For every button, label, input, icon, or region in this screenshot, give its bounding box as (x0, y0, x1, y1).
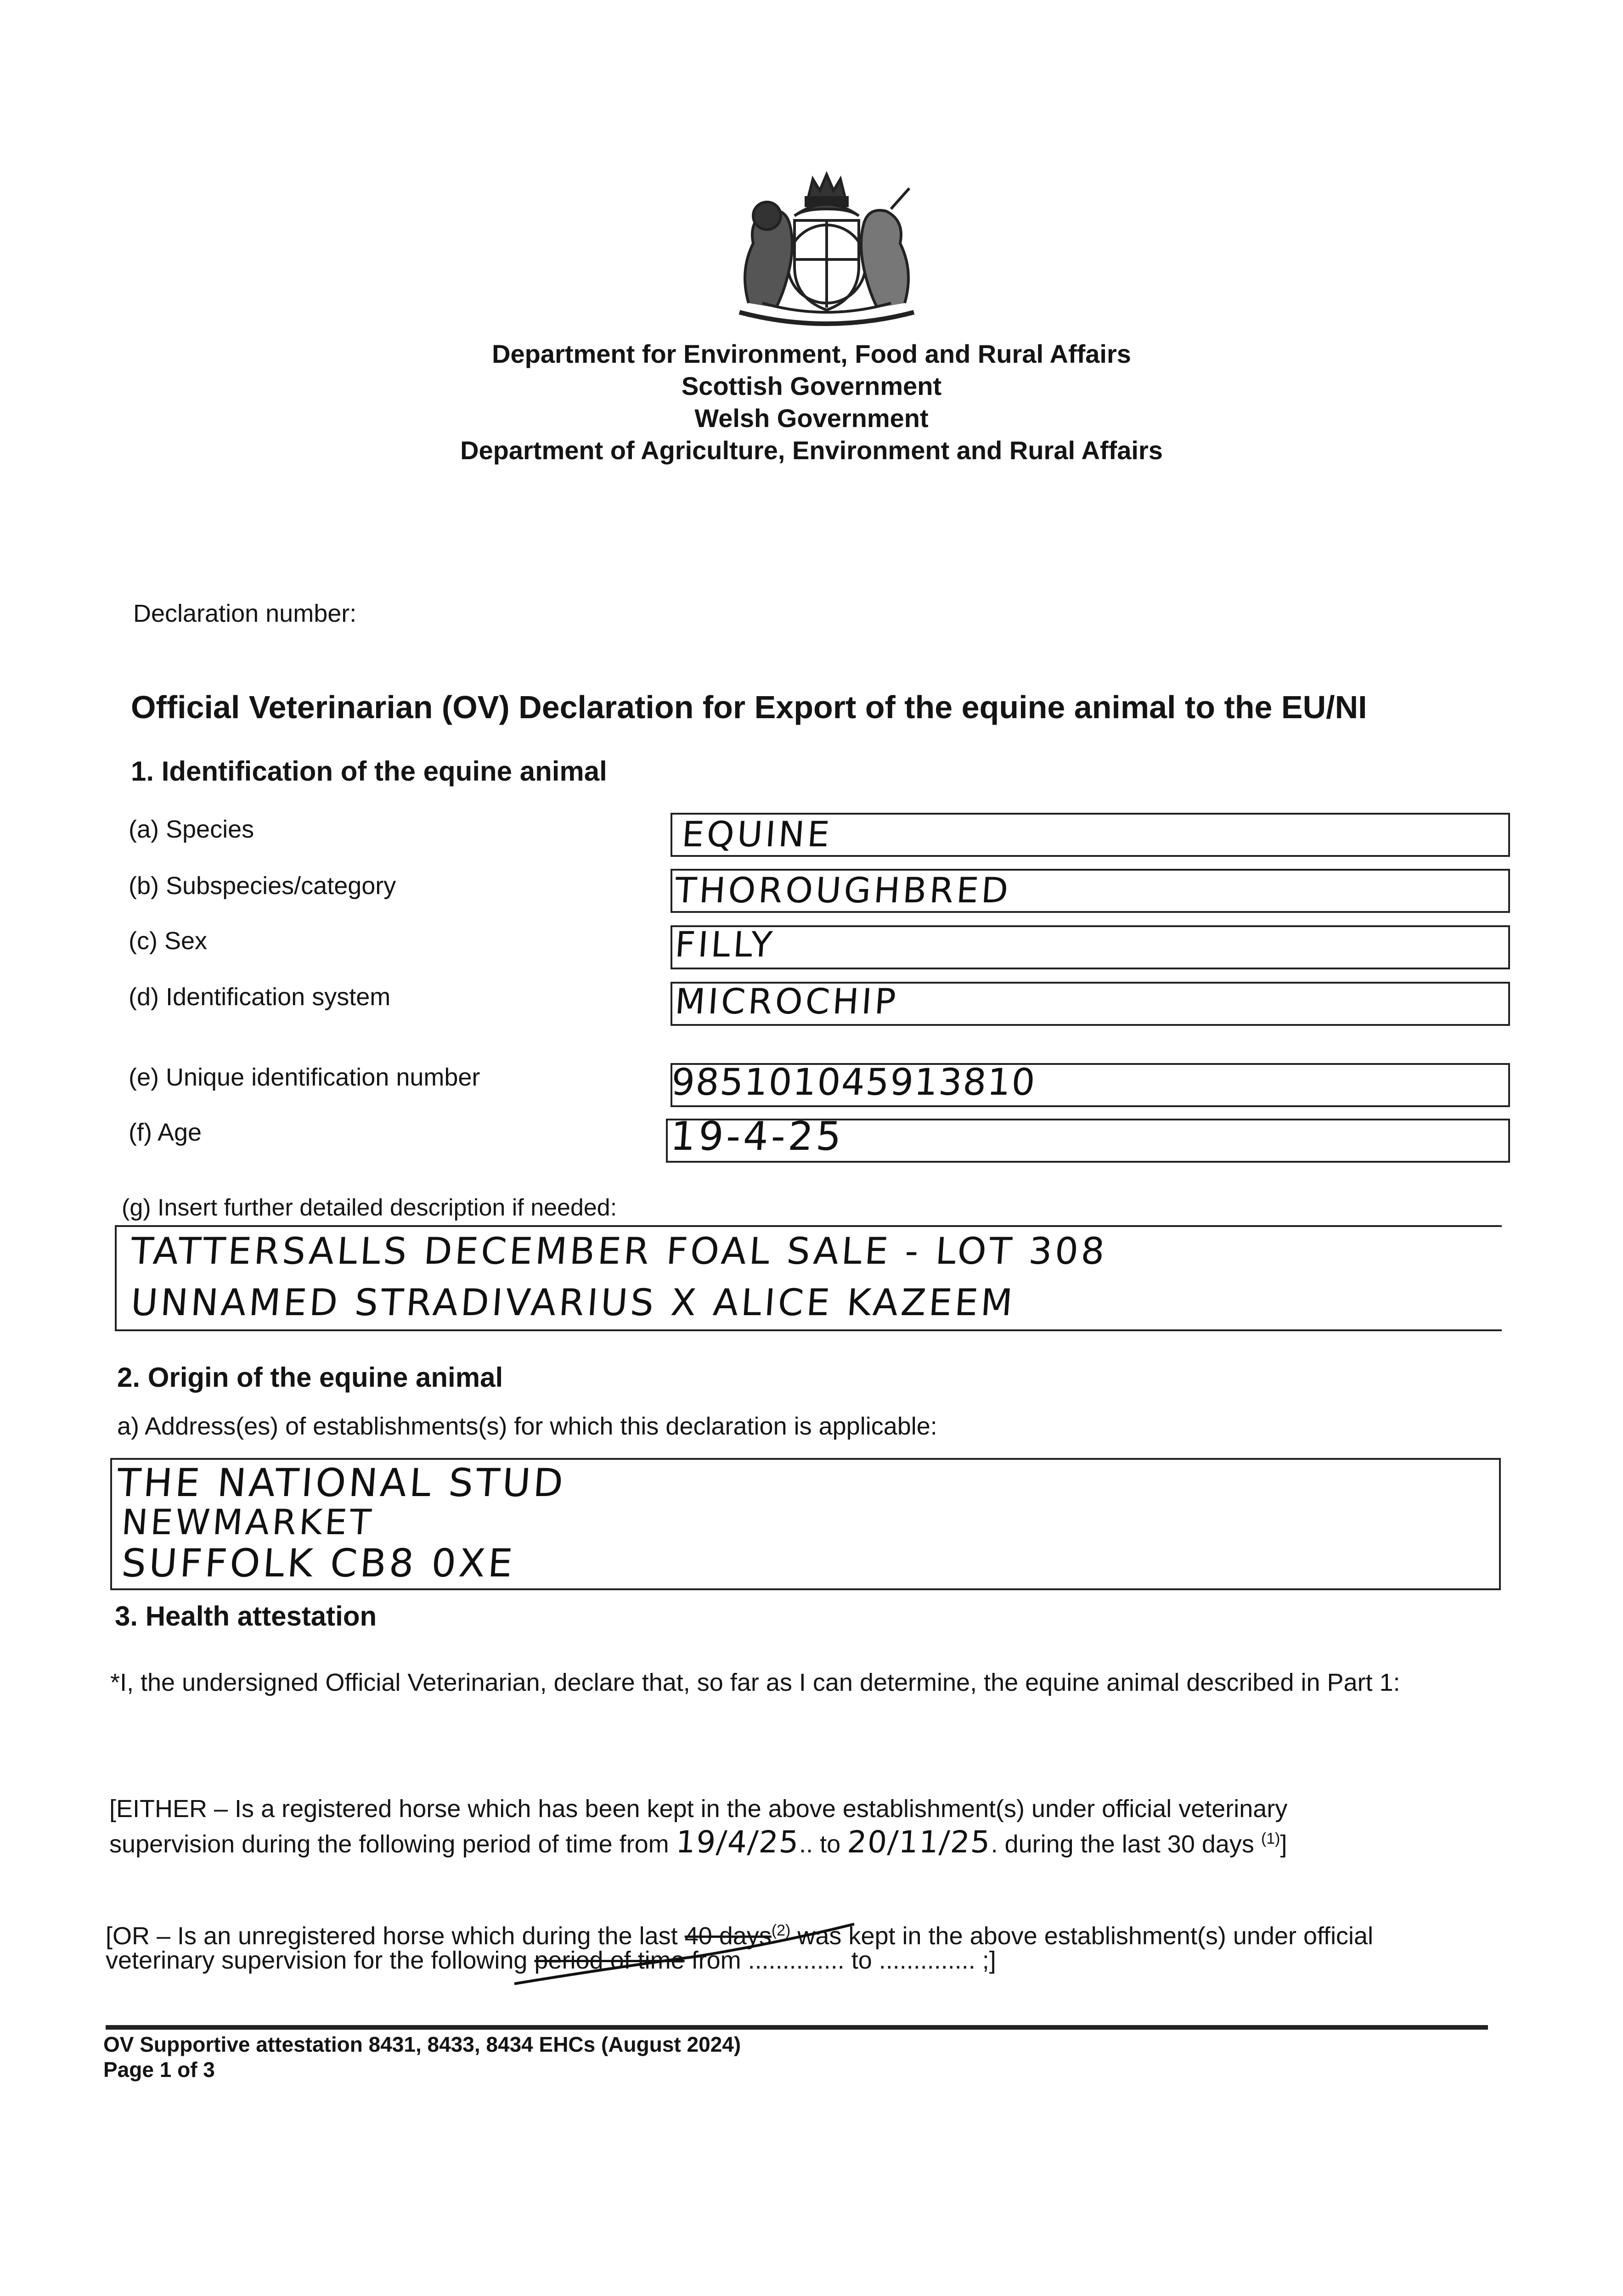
either-clause-end: ] (1280, 1830, 1287, 1858)
either-clause-text-c: . during the last 30 days (991, 1830, 1254, 1858)
subspecies-value: THOROUGHBRED (673, 870, 1013, 911)
address-line-2: NEWMARKET (120, 1502, 375, 1542)
either-clause-line-1: [EITHER – Is a registered horse which has been kept in the above establishment(s) under official veterinary (109, 1795, 1288, 1823)
either-clause-text-a: supervision during the following period of time from (109, 1830, 669, 1858)
either-footnote-mark: (1) (1261, 1830, 1280, 1847)
footer-page-number: Page 1 of 3 (103, 2058, 215, 2082)
document-title: Official Veterinarian (OV) Declaration for Export of the equine animal to the EU/NI (131, 689, 1367, 725)
subspecies-label: (b) Subspecies/category (129, 872, 396, 900)
section2-heading: 2. Origin of the equine animal (117, 1362, 503, 1393)
age-value: 19-4-25 (669, 1114, 846, 1159)
sex-field[interactable] (671, 925, 1510, 969)
department-daera: Department of Agriculture, Environment and Rural Affairs (460, 436, 1163, 465)
address-line-3: SUFFOLK CB8 0XE (120, 1541, 517, 1586)
unique-id-label: (e) Unique identification number (129, 1064, 480, 1091)
sex-label: (c) Sex (129, 927, 208, 955)
footer-reference: OV Supportive attestation 8431, 8433, 8434 EHCs (August 2024) (103, 2032, 741, 2056)
either-to-date: 20/11/25 (846, 1824, 992, 1860)
address-label: a) Address(es) of establishments(s) for which this declaration is applicable: (117, 1412, 937, 1440)
department-welsh-government: Welsh Government (694, 404, 929, 433)
age-label: (f) Age (129, 1119, 202, 1146)
either-from-date: 19/4/25 (674, 1824, 800, 1860)
or-struck-text: period of time (534, 1947, 685, 1974)
or-footnote-mark: (2) (771, 1922, 791, 1939)
description-label: (g) Insert further detailed description if needed: (122, 1194, 617, 1221)
sex-value: FILLY (673, 924, 777, 965)
either-clause-text-b: .. to (799, 1830, 841, 1858)
description-top-line (115, 1225, 1502, 1227)
or-days: 40 days (684, 1922, 772, 1950)
footer-rule (106, 2025, 1488, 2030)
department-defra: Department for Environment, Food and Rural Affairs (492, 339, 1131, 368)
species-value: EQUINE (680, 814, 834, 855)
or-clause-text-b: was kept in the above establishment(s) under official (797, 1922, 1374, 1950)
unique-id-value: 985101045913810 (670, 1061, 1037, 1103)
description-bottom-line (115, 1329, 1502, 1331)
description-left-line (115, 1225, 117, 1331)
description-line-2: UNNAMED STRADIVARIUS X ALICE KAZEEM (129, 1281, 1017, 1324)
identification-system-value: MICROCHIP (673, 981, 900, 1022)
handwritten-strike-mark (505, 1919, 873, 1993)
description-line-1: TATTERSALLS DECEMBER FOAL SALE - LOT 308 (129, 1230, 1109, 1272)
identification-system-label: (d) Identification system (129, 983, 391, 1011)
royal-crest-icon (721, 165, 932, 331)
or-clause-text-d: from .............. to .............. ;] (691, 1947, 996, 1974)
or-clause-text-c: veterinary supervision for the following (106, 1947, 528, 1974)
address-line-1: THE NATIONAL STUD (115, 1460, 568, 1505)
department-scottish-government: Scottish Government (681, 371, 942, 400)
section3-heading: 3. Health attestation (115, 1601, 377, 1632)
or-clause-text-a: [OR – Is an unregistered horse which during the last (106, 1922, 678, 1950)
species-label: (a) Species (129, 816, 254, 843)
section1-heading: 1. Identification of the equine animal (131, 756, 607, 787)
health-attestation-intro: *I, the undersigned Official Veterinarian, declare that, so far as I can determine, the equine animal described in Part 1: (110, 1669, 1400, 1696)
declaration-number-label: Declaration number: (133, 600, 357, 627)
either-clause-line-2 (109, 1823, 1287, 1860)
